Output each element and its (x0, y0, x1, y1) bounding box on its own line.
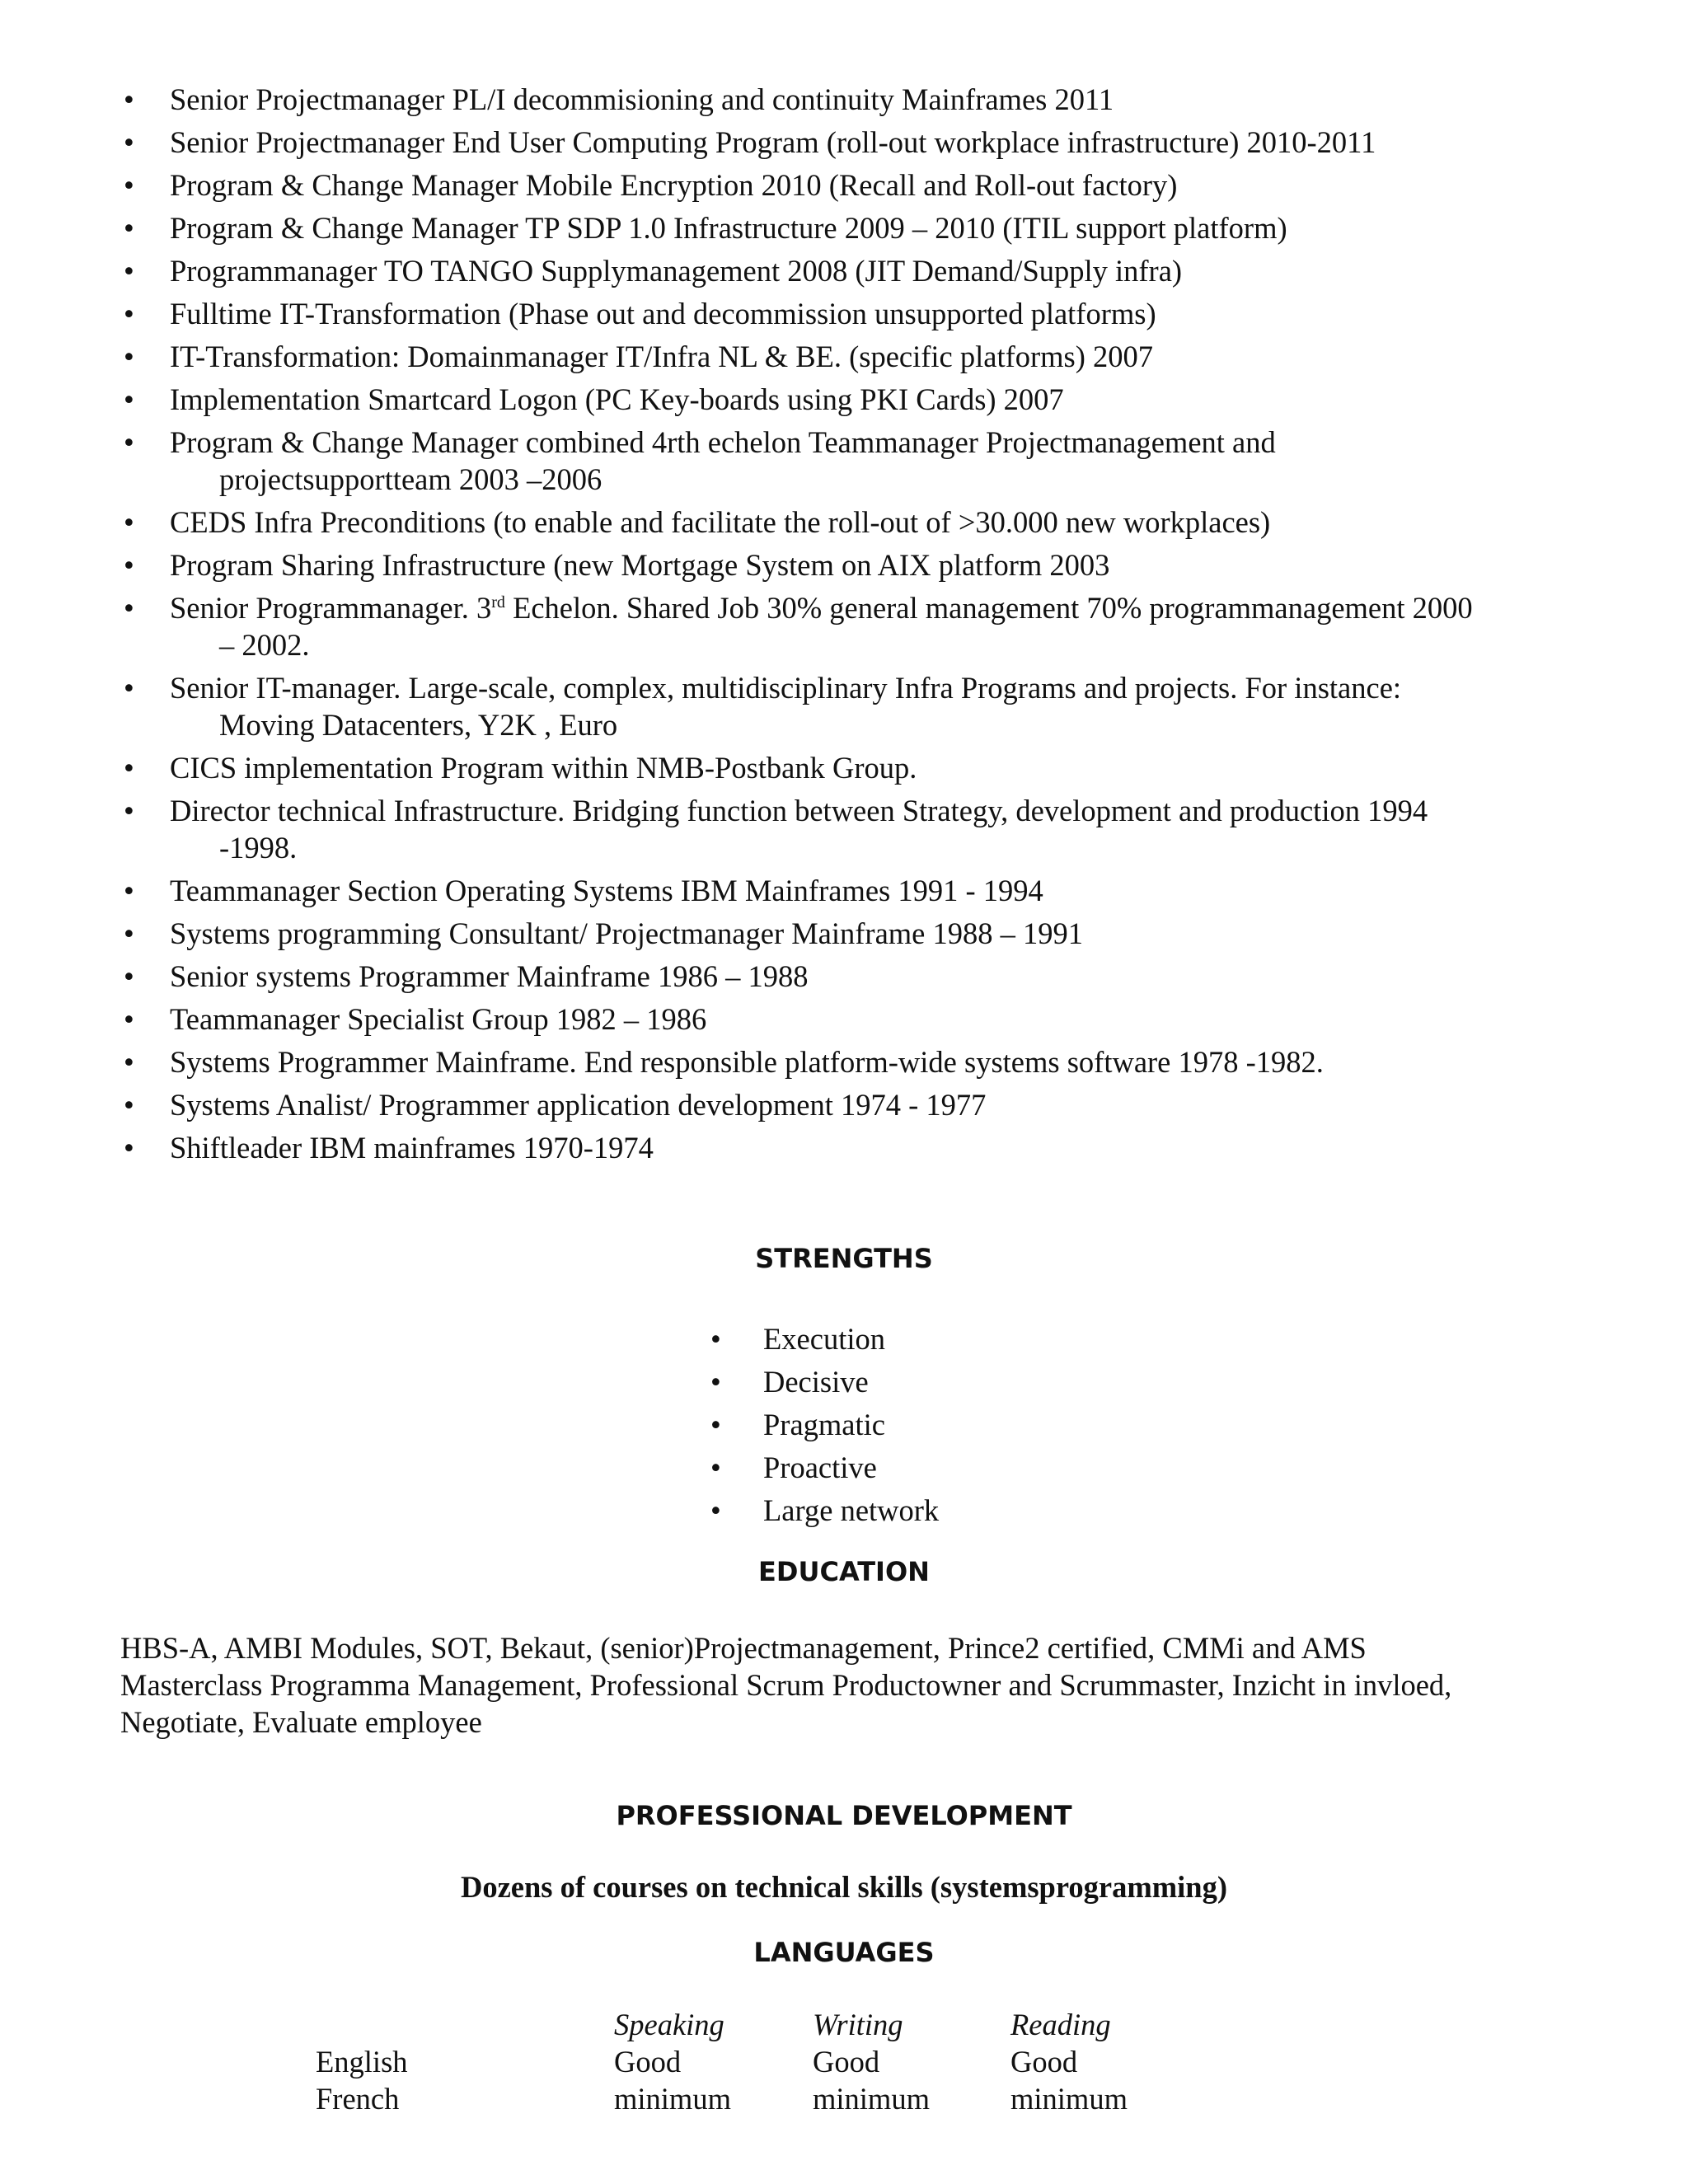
bullet-icon: • (124, 794, 134, 827)
experience-text-part: CICS implementation Program within NMB-Postbank Group. (170, 751, 917, 785)
bullet-icon: • (124, 125, 134, 159)
writing-level: Good (813, 2045, 880, 2079)
strengths-heading: STRENGTHS (755, 1243, 933, 1274)
experience-item (120, 338, 1571, 375)
bullet-icon: • (124, 505, 134, 539)
education-line: HBS-A, AMBI Modules, SOT, Bekaut, (senior)Projectmanagement, Prince2 certified, CMMi and AMS (120, 1631, 1367, 1665)
strength-label: Proactive (763, 1451, 877, 1484)
experience-text (170, 546, 1571, 583)
speaking-level: Good (614, 2045, 682, 2079)
strengths-list (710, 1320, 939, 1535)
experience-text-part: Senior Projectmanager PL/I decommisioning and continuity Mainframes 2011 (170, 82, 1114, 116)
strength-label: Large network (763, 1493, 940, 1527)
experience-item (120, 252, 1571, 289)
experience-continuation: – 2002. (219, 628, 310, 662)
bullet-icon: • (124, 82, 134, 116)
experience-item (120, 1001, 1571, 1038)
reading-level: Good (1010, 2045, 1078, 2079)
experience-text-part: Systems Programmer Mainframe. End responsible platform-wide systems software 1978 -1982. (170, 1045, 1324, 1079)
experience-item (120, 915, 1571, 952)
experience-item (120, 792, 1571, 866)
experience-text-part: CEDS Infra Preconditions (to enable and facilitate the roll-out of >30.000 new workplaces) (170, 505, 1271, 539)
speaking-level: minimum (614, 2082, 731, 2116)
strength-label: Decisive (763, 1365, 869, 1399)
experience-item (120, 166, 1571, 204)
bullet-icon: • (124, 1131, 134, 1165)
strength-item (710, 1492, 939, 1529)
strength-item (710, 1449, 939, 1486)
bullet-icon: • (124, 591, 134, 625)
bullet-icon: • (124, 671, 134, 705)
experience-text (170, 1129, 1571, 1166)
bullet-icon: • (124, 211, 134, 245)
experience-continuation: -1998. (219, 831, 298, 865)
education-heading: EDUCATION (758, 1556, 930, 1587)
experience-text-part: Programmanager TO TANGO Supplymanagement 2008 (JIT Demand/Supply infra) (170, 254, 1183, 288)
bullet-icon: • (710, 1365, 721, 1399)
experience-text-part: Program & Change Manager Mobile Encryption 2010 (Recall and Roll-out factory) (170, 168, 1178, 202)
bullet-icon: • (124, 959, 134, 993)
professional-development-heading: PROFESSIONAL DEVELOPMENT (616, 1800, 1072, 1831)
experience-text-part: Teammanager Section Operating Systems IBM Mainframes 1991 - 1994 (170, 874, 1043, 907)
strength-item (710, 1406, 939, 1443)
experience-item (120, 1129, 1571, 1166)
experience-text (170, 252, 1571, 289)
bullet-icon: • (124, 751, 134, 785)
bullet-icon: • (124, 297, 134, 330)
experience-text (170, 424, 1571, 461)
languages-heading: LANGUAGES (753, 1937, 935, 1968)
bullet-icon: • (124, 425, 134, 459)
bullet-icon: • (710, 1493, 721, 1527)
experience-text-part: Program & Change Manager combined 4rth echelon Teammanager Projectmanagement and (170, 425, 1276, 459)
experience-continuation: Moving Datacenters, Y2K , Euro (219, 708, 618, 742)
experience-text-part: Implementation Smartcard Logon (PC Key-boards using PKI Cards) 2007 (170, 382, 1064, 416)
bullet-icon: • (124, 1088, 134, 1122)
experience-item (120, 504, 1571, 541)
experience-text (170, 1086, 1571, 1123)
experience-item (120, 295, 1571, 332)
experience-text-part: Senior systems Programmer Mainframe 1986 – 1988 (170, 959, 809, 993)
experience-item (120, 589, 1571, 663)
experience-item (120, 669, 1571, 743)
experience-text-part: Echelon. Shared Job 30% general management 70% programmanagement 2000 (504, 591, 1473, 625)
experience-text-part: Teammanager Specialist Group 1982 – 1986 (170, 1002, 707, 1036)
experience-text (170, 872, 1571, 909)
bullet-icon: • (710, 1451, 721, 1484)
bullet-icon: • (710, 1322, 721, 1356)
bullet-icon: • (124, 382, 134, 416)
experience-item (120, 546, 1571, 583)
experience-text (170, 749, 1571, 786)
experience-text-part: Shiftleader IBM mainframes 1970-1974 (170, 1131, 654, 1165)
experience-text (170, 381, 1571, 418)
experience-text (170, 792, 1571, 829)
experience-text-part: Senior Projectmanager End User Computing Program (roll-out workplace infrastructure) 2010-2011 (170, 125, 1376, 159)
bullet-icon: • (124, 340, 134, 373)
bullet-icon: • (124, 254, 134, 288)
experience-text-part: Systems Analist/ Programmer application development 1974 - 1977 (170, 1088, 987, 1122)
experience-text (170, 1001, 1571, 1038)
column-header-reading: Reading (1010, 2008, 1111, 2041)
experience-text-part: Senior IT-manager. Large-scale, complex, multidisciplinary Infra Programs and projects. For instance: (170, 671, 1402, 705)
experience-text-part: IT-Transformation: Domainmanager IT/Infra NL & BE. (specific platforms) 2007 (170, 340, 1154, 373)
experience-item (120, 958, 1571, 995)
experience-text (170, 589, 1571, 626)
experience-text (170, 338, 1571, 375)
bullet-icon: • (124, 916, 134, 950)
professional-development-text: Dozens of courses on technical skills (systemsprogramming) (460, 1870, 1228, 1904)
experience-text (170, 915, 1571, 952)
experience-text-part: Program Sharing Infrastructure (new Mortgage System on AIX platform 2003 (170, 548, 1110, 582)
experience-item (120, 124, 1571, 161)
experience-text (170, 504, 1571, 541)
experience-text-part: Program & Change Manager TP SDP 1.0 Infrastructure 2009 – 2010 (ITIL support platform) (170, 211, 1287, 245)
strength-label: Pragmatic (763, 1408, 885, 1441)
experience-text (170, 124, 1571, 161)
experience-text (170, 958, 1571, 995)
experience-list (120, 81, 1571, 1172)
ordinal-suffix: rd (491, 593, 505, 612)
experience-continuation: projectsupportteam 2003 –2006 (219, 462, 603, 496)
experience-text-part: Senior Programmanager. 3 (170, 591, 492, 625)
reading-level: minimum (1010, 2082, 1128, 2116)
experience-text (170, 669, 1571, 706)
experience-text (170, 209, 1571, 246)
bullet-icon: • (124, 548, 134, 582)
writing-level: minimum (813, 2082, 930, 2116)
experience-text (170, 166, 1571, 204)
experience-text (170, 1043, 1571, 1080)
bullet-icon: • (124, 874, 134, 907)
experience-item (120, 209, 1571, 246)
experience-text-part: Fulltime IT-Transformation (Phase out and decommission unsupported platforms) (170, 297, 1156, 330)
bullet-icon: • (710, 1408, 721, 1441)
column-header-speaking: Speaking (614, 2008, 724, 2041)
experience-text (170, 295, 1571, 332)
experience-text-part: Director technical Infrastructure. Bridging function between Strategy, development and production 1994 (170, 794, 1428, 827)
language-name: English (316, 2045, 408, 2079)
education-line: Masterclass Programma Management, Professional Scrum Productowner and Scrummaster, Inzicht in invloed, (120, 1668, 1452, 1702)
bullet-icon: • (124, 1002, 134, 1036)
experience-item (120, 749, 1571, 786)
experience-item (120, 381, 1571, 418)
experience-item (120, 1043, 1571, 1080)
language-name: French (316, 2082, 400, 2116)
experience-text (170, 81, 1571, 118)
experience-item (120, 872, 1571, 909)
experience-item (120, 1086, 1571, 1123)
education-line: Negotiate, Evaluate employee (120, 1705, 482, 1739)
strength-item (710, 1320, 939, 1357)
strength-label: Execution (763, 1322, 885, 1356)
bullet-icon: • (124, 1045, 134, 1079)
experience-item (120, 81, 1571, 118)
bullet-icon: • (124, 168, 134, 202)
strength-item (710, 1363, 939, 1400)
column-header-writing: Writing (813, 2008, 903, 2041)
experience-text-part: Systems programming Consultant/ Projectmanager Mainframe 1988 – 1991 (170, 916, 1083, 950)
education-text (120, 1629, 1522, 1741)
experience-item (120, 424, 1571, 498)
